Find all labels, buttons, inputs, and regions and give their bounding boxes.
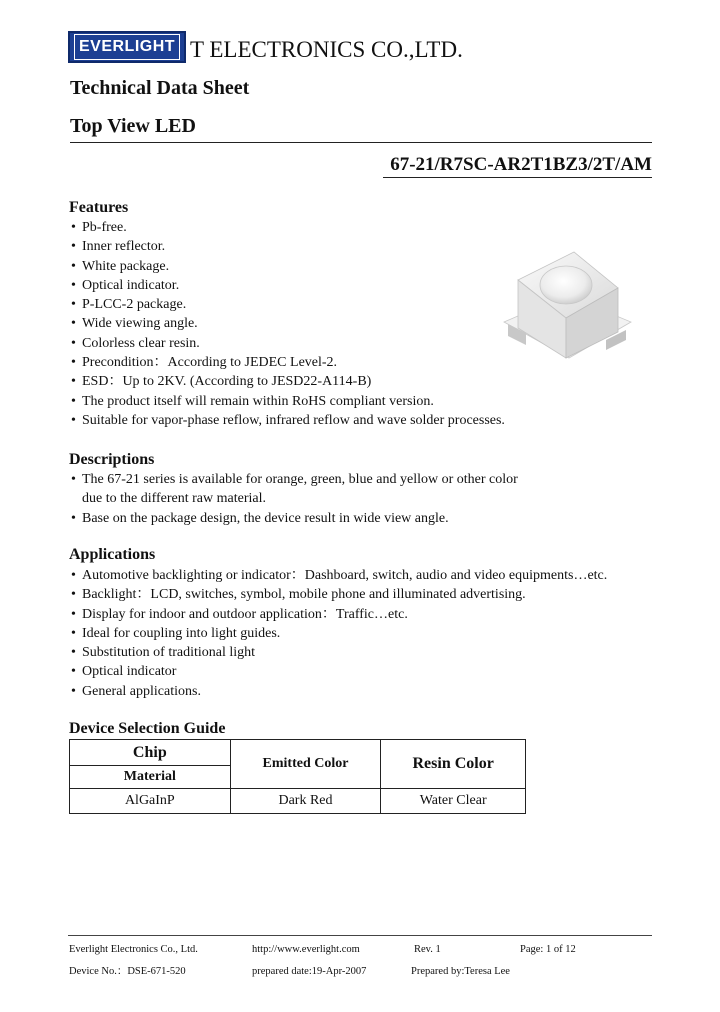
applications-heading: Applications (69, 546, 156, 563)
list-item (71, 411, 505, 430)
part-number-underline (383, 177, 652, 178)
footer-device-no: Device No.：DSE-671-520 (69, 966, 186, 977)
application-text: Substitution of traditional light (82, 645, 256, 661)
description-text: due to the different raw material. (82, 491, 266, 507)
list-item (71, 682, 607, 701)
footer-company: Everlight Electronics Co., Ltd. (69, 944, 198, 955)
bullet-icon: • (71, 625, 76, 641)
footer-website-link[interactable]: http://www.everlight.com (252, 944, 360, 955)
list-item (71, 353, 505, 372)
selection-guide-heading: Device Selection Guide (69, 720, 226, 737)
feature-text: White package. (82, 258, 170, 274)
feature-text: Wide viewing angle. (82, 316, 198, 332)
list-item (71, 585, 607, 604)
list-item (71, 314, 505, 333)
list-item (71, 334, 505, 353)
footer-prepared-by: Prepared by:Teresa Lee (411, 966, 510, 977)
header-material: Material (70, 766, 231, 789)
list-item (71, 605, 607, 624)
header-resin-color: Resin Color (381, 740, 526, 789)
list-item (71, 470, 518, 489)
feature-text: Optical indicator. (82, 277, 180, 293)
feature-text: Colorless clear resin. (82, 335, 200, 351)
bullet-icon: • (71, 374, 76, 390)
description-text: Base on the package design, the device result in wide view angle. (82, 510, 449, 526)
bullet-icon: • (71, 568, 76, 583)
list-item (71, 372, 505, 391)
bullet-icon: • (71, 587, 76, 603)
list-item (71, 257, 505, 276)
bullet-icon: • (71, 510, 76, 526)
feature-text: Pb-free. (82, 220, 127, 235)
bullet-icon: • (71, 606, 76, 622)
list-item (71, 276, 505, 295)
footer-page: Page: 1 of 12 (520, 944, 576, 955)
application-text: Backlight：LCD, switches, symbol, mobile phone and illuminated advertising. (82, 587, 526, 603)
header-divider (70, 142, 652, 143)
cell-emitted-color: Dark Red (230, 789, 381, 814)
list-item (71, 662, 607, 681)
list-item (71, 566, 607, 585)
descriptions-heading: Descriptions (69, 451, 155, 468)
document-type: Technical Data Sheet (70, 77, 250, 99)
part-number: 67-21/R7SC-AR2T1BZ3/2T/AM (390, 154, 652, 175)
bullet-icon: • (71, 220, 76, 235)
list-item (71, 624, 607, 643)
everlight-logo (68, 31, 186, 63)
list-item (71, 237, 505, 256)
bullet-icon: • (71, 472, 76, 487)
feature-text: Suitable for vapor-phase reflow, infrared reflow and wave solder processes. (82, 412, 505, 428)
application-text: Display for indoor and outdoor application：Traffic…etc. (82, 606, 408, 622)
bullet-icon: • (71, 316, 76, 332)
footer-prepared-date: prepared date:19-Apr-2007 (252, 966, 367, 977)
bullet-icon: • (71, 335, 76, 351)
header-emitted-color: Emitted Color (230, 740, 381, 789)
logo-text: EVERLIGHT (74, 34, 180, 60)
list-item (71, 218, 505, 237)
features-list (71, 218, 505, 430)
list-item (71, 392, 505, 411)
led-package-image (496, 240, 636, 375)
footer-revision: Rev. 1 (414, 944, 441, 955)
table-header-row (70, 740, 526, 766)
product-line-title: Top View LED (70, 115, 196, 137)
descriptions-list (71, 470, 518, 528)
application-text: General applications. (82, 683, 201, 699)
application-text: Automotive backlighting or indicator：Dashboard, switch, audio and video equipments…etc. (82, 568, 608, 583)
selection-guide-table (69, 739, 526, 814)
features-heading: Features (69, 199, 129, 216)
feature-text: Inner reflector. (82, 239, 166, 255)
bullet-icon: • (71, 683, 76, 699)
company-name: T ELECTRONICS CO.,LTD. (190, 37, 463, 62)
bullet-icon: • (71, 277, 76, 293)
feature-text: Precondition：According to JEDEC Level-2. (82, 355, 338, 371)
feature-text: ESD：Up to 2KV. (According to JESD22-A114-B) (82, 374, 372, 390)
bullet-icon: • (71, 297, 76, 313)
description-text: The 67-21 series is available for orange, green, blue and yellow or other color (82, 472, 518, 487)
header-chip: Chip (70, 740, 231, 766)
applications-list (71, 566, 607, 701)
feature-text: P-LCC-2 package. (82, 297, 187, 313)
bullet-icon: • (71, 645, 76, 661)
application-text: Ideal for coupling into light guides. (82, 625, 281, 641)
list-item (71, 295, 505, 314)
bullet-icon: • (71, 412, 76, 428)
application-text: Optical indicator (82, 664, 177, 680)
footer-divider (68, 935, 652, 936)
list-item (71, 509, 518, 528)
table-row (70, 789, 526, 814)
bullet-icon: • (71, 355, 76, 371)
bullet-icon: • (71, 239, 76, 255)
list-item (71, 643, 607, 662)
cell-material: AlGaInP (70, 789, 231, 814)
cell-resin-color: Water Clear (381, 789, 526, 814)
feature-text: The product itself will remain within RoHS compliant version. (82, 393, 434, 409)
bullet-icon: • (71, 258, 76, 274)
bullet-icon: • (71, 393, 76, 409)
list-item (71, 489, 518, 508)
bullet-icon: • (71, 664, 76, 680)
